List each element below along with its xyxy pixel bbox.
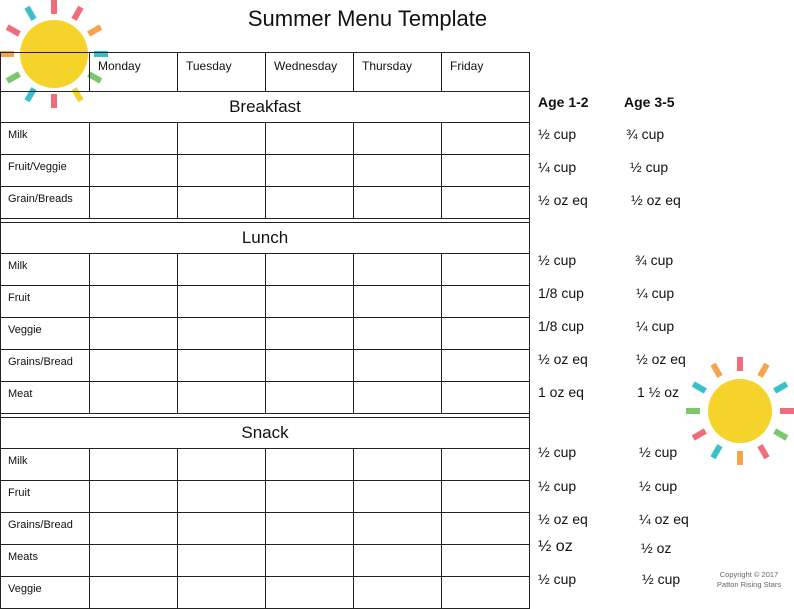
table-row: Meats: [1, 545, 530, 577]
menu-cell[interactable]: [354, 545, 442, 577]
menu-cell[interactable]: [266, 187, 354, 219]
menu-cell[interactable]: [266, 350, 354, 382]
menu-cell[interactable]: [442, 449, 530, 481]
table-row: Grains/Bread: [1, 350, 530, 382]
menu-cell[interactable]: [442, 318, 530, 350]
menu-cell[interactable]: [90, 155, 178, 187]
menu-cell[interactable]: [178, 254, 266, 286]
age-1-2-header: Age 1-2: [538, 94, 589, 110]
menu-cell[interactable]: [178, 350, 266, 382]
menu-cell[interactable]: [90, 513, 178, 545]
menu-cell[interactable]: [178, 155, 266, 187]
day-header: Thursday: [354, 53, 442, 92]
days-header-row: [1, 53, 530, 92]
menu-cell[interactable]: [442, 254, 530, 286]
menu-cell[interactable]: [442, 187, 530, 219]
menu-cell[interactable]: [178, 513, 266, 545]
menu-cell[interactable]: [90, 382, 178, 414]
table-row: Fruit: [1, 286, 530, 318]
menu-cell[interactable]: [442, 350, 530, 382]
menu-cell[interactable]: [178, 577, 266, 609]
menu-cell[interactable]: [442, 123, 530, 155]
menu-cell[interactable]: [354, 449, 442, 481]
menu-cell[interactable]: [354, 382, 442, 414]
menu-cell[interactable]: [442, 545, 530, 577]
day-header: Monday: [90, 53, 178, 92]
day-header: Tuesday: [178, 53, 266, 92]
table-row: Milk: [1, 254, 530, 286]
day-header: Wednesday: [266, 53, 354, 92]
menu-cell[interactable]: [90, 286, 178, 318]
menu-cell[interactable]: [90, 481, 178, 513]
menu-cell[interactable]: [90, 350, 178, 382]
menu-cell[interactable]: [178, 545, 266, 577]
menu-cell[interactable]: [354, 187, 442, 219]
table-row: Milk: [1, 449, 530, 481]
table-row: Meat: [1, 382, 530, 414]
menu-cell[interactable]: [442, 155, 530, 187]
menu-table: [0, 52, 530, 609]
sun-bottom-right-icon: [686, 357, 794, 467]
menu-cell[interactable]: [266, 286, 354, 318]
age-3-5-header: Age 3-5: [624, 94, 675, 110]
menu-cell[interactable]: [266, 123, 354, 155]
menu-cell[interactable]: [354, 513, 442, 545]
table-row: Veggie: [1, 577, 530, 609]
menu-cell[interactable]: [178, 286, 266, 318]
section-header-breakfast: Breakfast: [1, 92, 530, 123]
menu-cell[interactable]: [442, 286, 530, 318]
menu-cell[interactable]: [90, 123, 178, 155]
menu-cell[interactable]: [266, 545, 354, 577]
table-row: Fruit: [1, 481, 530, 513]
menu-cell[interactable]: [90, 318, 178, 350]
page-title: Summer Menu Template: [247, 6, 488, 31]
menu-cell[interactable]: [354, 286, 442, 318]
menu-cell[interactable]: [354, 577, 442, 609]
menu-cell[interactable]: [266, 254, 354, 286]
copyright-note: Copyright © 2017 Patton Rising Stars: [716, 570, 782, 589]
menu-cell[interactable]: [90, 545, 178, 577]
menu-cell[interactable]: [442, 382, 530, 414]
table-row: Veggie: [1, 318, 530, 350]
menu-cell[interactable]: [442, 481, 530, 513]
menu-cell[interactable]: [178, 318, 266, 350]
menu-cell[interactable]: [354, 123, 442, 155]
menu-cell[interactable]: [354, 155, 442, 187]
menu-cell[interactable]: [90, 577, 178, 609]
menu-cell[interactable]: [178, 382, 266, 414]
table-row: Grains/Bread: [1, 513, 530, 545]
menu-cell[interactable]: [354, 481, 442, 513]
menu-cell[interactable]: [354, 318, 442, 350]
section-header-lunch: Lunch: [1, 223, 530, 254]
table-row: Milk: [1, 123, 530, 155]
menu-cell[interactable]: [442, 577, 530, 609]
menu-cell[interactable]: [266, 481, 354, 513]
menu-cell[interactable]: [266, 155, 354, 187]
table-row: Grain/Breads: [1, 187, 530, 219]
menu-cell[interactable]: [178, 187, 266, 219]
menu-cell[interactable]: [442, 513, 530, 545]
section-header-snack: Snack: [1, 418, 530, 449]
menu-cell[interactable]: [266, 577, 354, 609]
menu-cell[interactable]: [266, 382, 354, 414]
menu-cell[interactable]: [178, 123, 266, 155]
menu-cell[interactable]: [266, 449, 354, 481]
menu-cell[interactable]: [178, 481, 266, 513]
menu-cell[interactable]: [266, 513, 354, 545]
table-row: Fruit/Veggie: [1, 155, 530, 187]
menu-cell[interactable]: [90, 254, 178, 286]
menu-cell[interactable]: [90, 449, 178, 481]
menu-cell[interactable]: [90, 187, 178, 219]
day-header: Friday: [442, 53, 530, 92]
menu-cell[interactable]: [178, 449, 266, 481]
menu-cell[interactable]: [354, 254, 442, 286]
menu-cell[interactable]: [266, 318, 354, 350]
menu-cell[interactable]: [354, 350, 442, 382]
